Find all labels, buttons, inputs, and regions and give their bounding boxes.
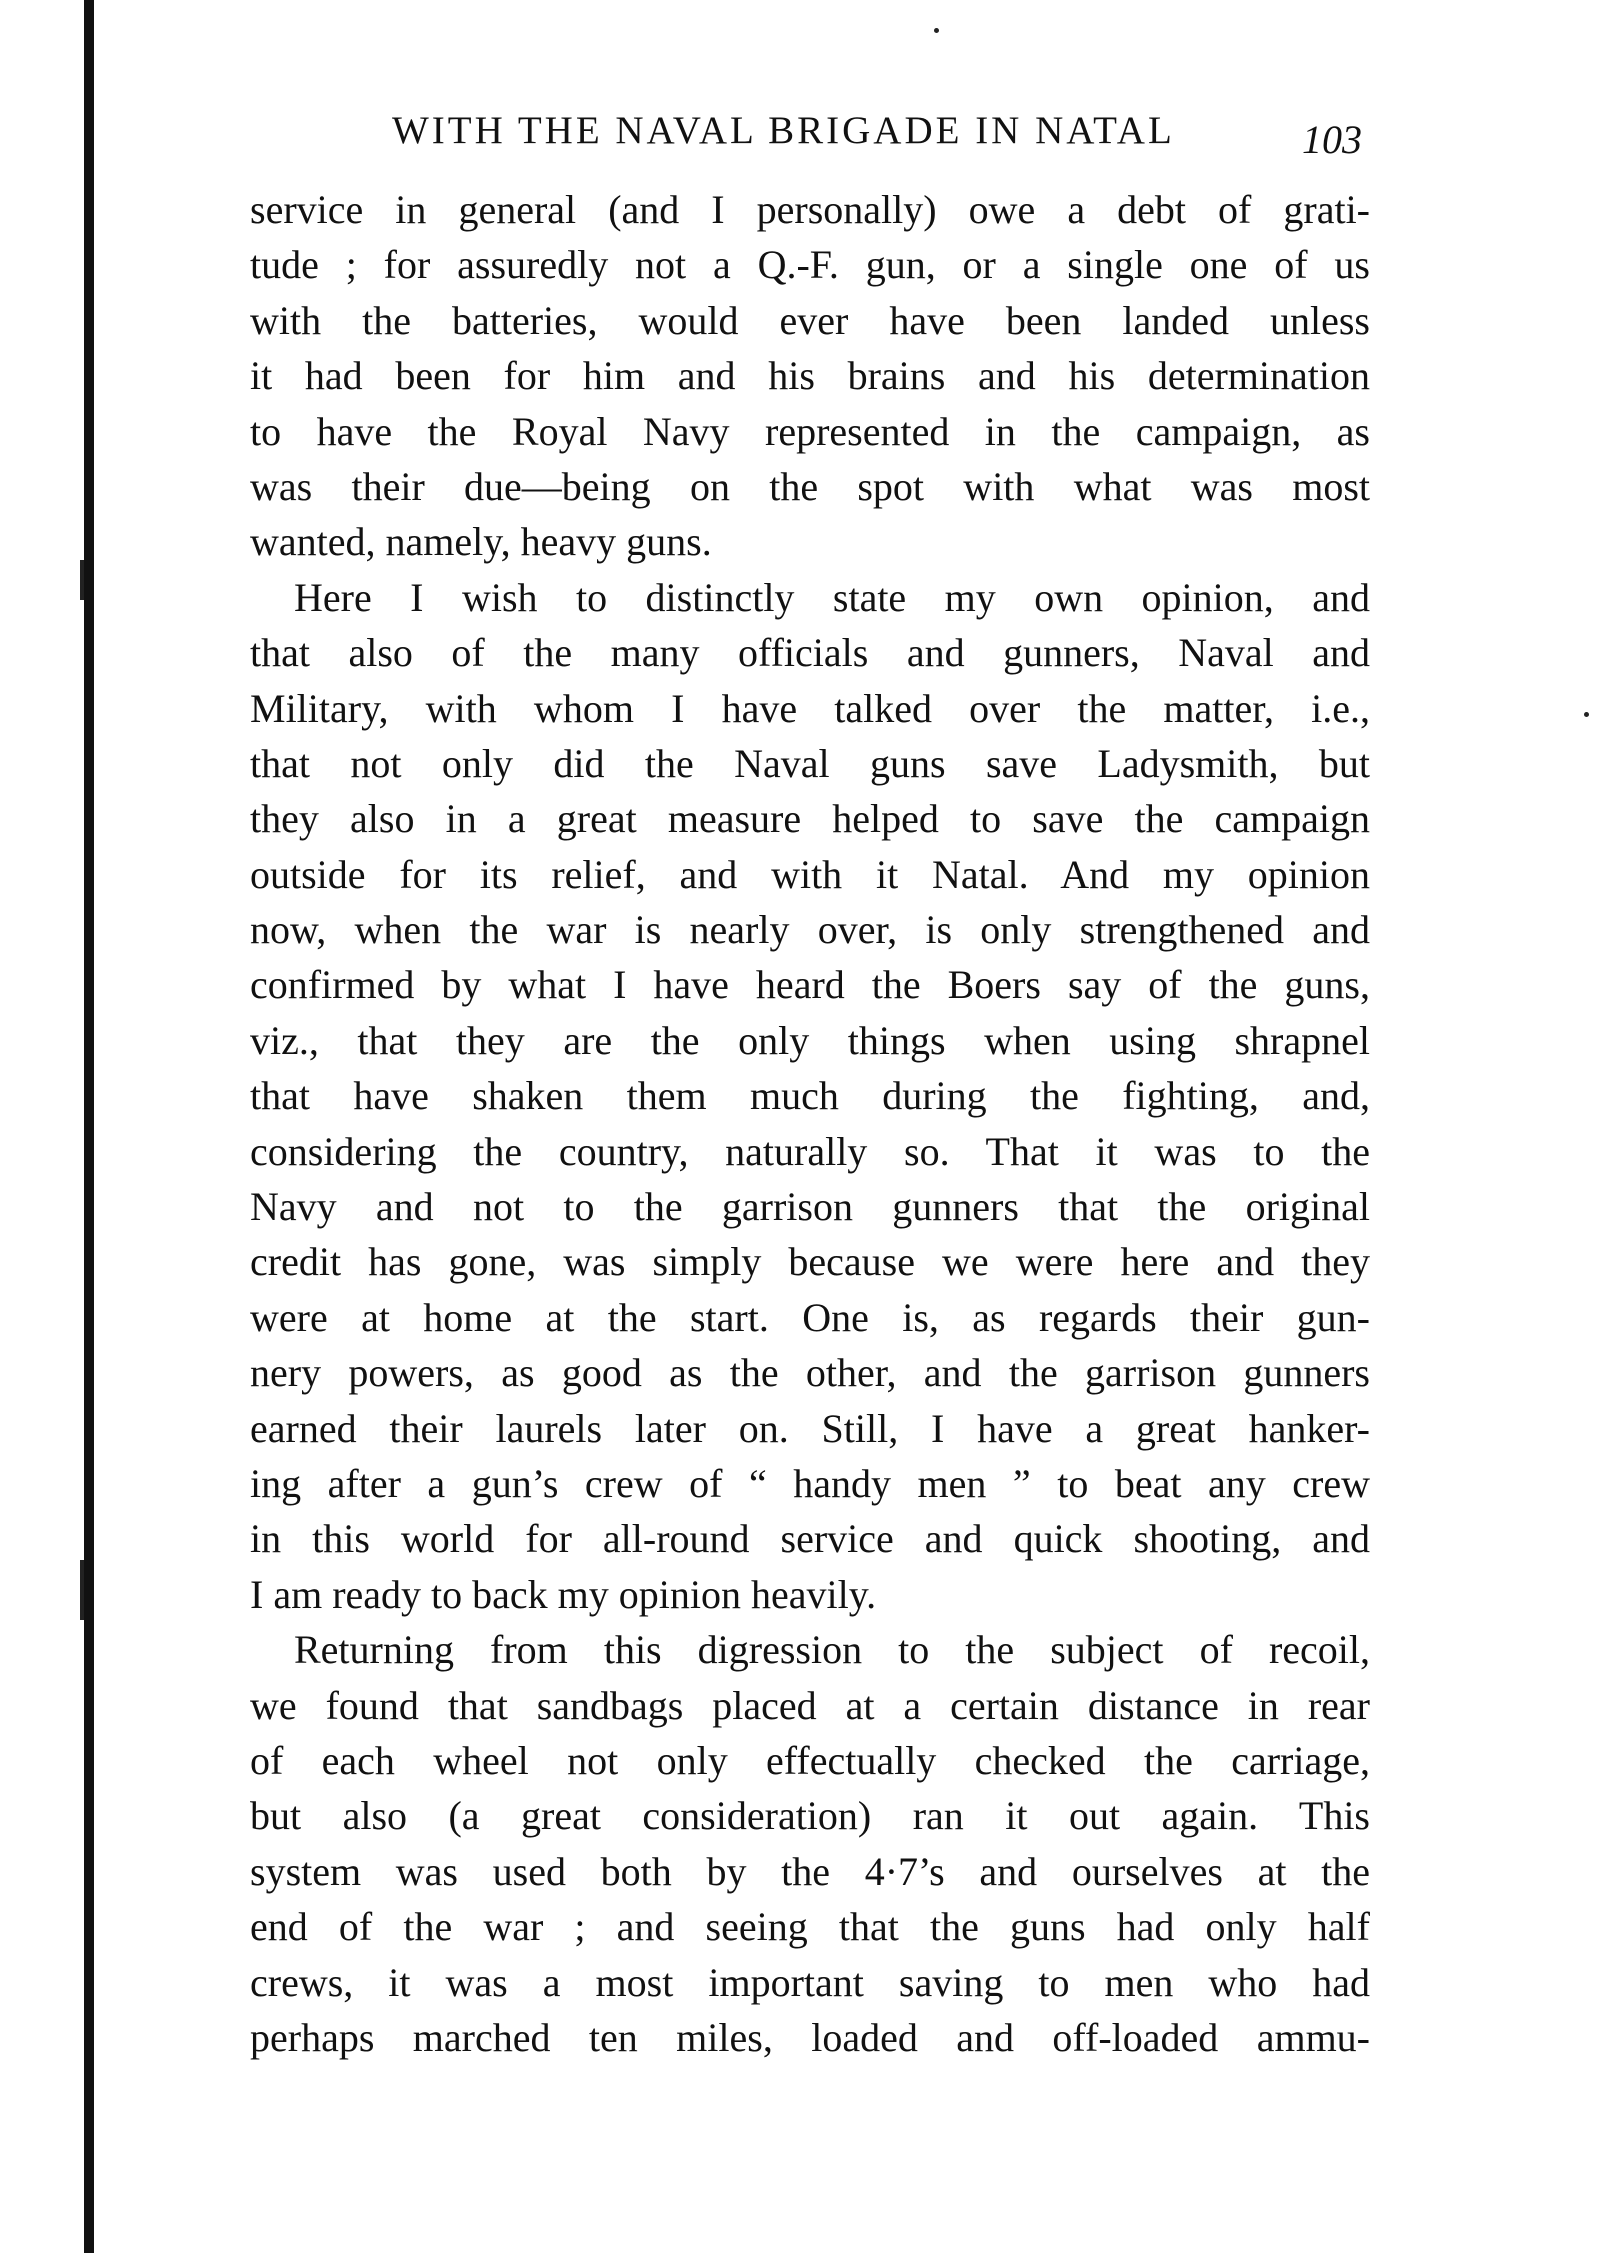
text-line: considering the country, naturally so. That it was to the: [250, 1128, 1370, 1174]
text-line: I am ready to back my opinion heavily.: [250, 1571, 877, 1617]
text-line: outside for its relief, and with it Natal. And my opinion: [250, 851, 1370, 897]
text-line: tude ; for assuredly not a Q.-F. gun, or a single one of us: [250, 242, 1370, 288]
text-line: nery powers, as good as the other, and the garrison gunners: [250, 1350, 1370, 1396]
text-line: confirmed by what I have heard the Boers say of the guns,: [250, 962, 1370, 1008]
running-head: [250, 108, 1370, 168]
text-line: end of the war ; and seeing that the guns had only half: [250, 1904, 1370, 1950]
text-line: crews, it was a most important saving to men who had: [250, 1959, 1370, 2005]
binding-mark: [80, 1560, 84, 1620]
scan-speck: [1584, 712, 1589, 717]
text-line: that also of the many officials and gunners, Naval and: [250, 630, 1370, 676]
text-line: wanted, namely, heavy guns.: [250, 519, 712, 565]
text-line: perhaps marched ten miles, loaded and off-loaded ammu-: [250, 2014, 1370, 2060]
text-line: of each wheel not only effectually checked the carriage,: [250, 1737, 1370, 1783]
text-line: that have shaken them much during the fighting, and,: [250, 1073, 1370, 1119]
text-line: but also (a great consideration) ran it out again. This: [250, 1793, 1370, 1839]
text-line: viz., that they are the only things when using shrapnel: [250, 1017, 1370, 1063]
page-binding-edge: [84, 0, 94, 2253]
text-line: Here I wish to distinctly state my own opinion, and: [294, 574, 1370, 620]
text-line: it had been for him and his brains and his determination: [250, 353, 1370, 399]
text-line: ing after a gun’s crew of “ handy men ” to beat any crew: [250, 1460, 1370, 1506]
text-line: in this world for all-round service and quick shooting, and: [250, 1516, 1370, 1562]
text-line: we found that sandbags placed at a certain distance in rear: [250, 1682, 1370, 1728]
text-line: Military, with whom I have talked over the matter, i.e.,: [250, 685, 1370, 731]
text-line: service in general (and I personally) owe a debt of grati-: [250, 187, 1370, 232]
text-line: to have the Royal Navy represented in the campaign, as: [250, 408, 1370, 454]
text-line: they also in a great measure helped to save the campaign: [250, 796, 1370, 842]
text-line: that not only did the Naval guns save Ladysmith, but: [250, 740, 1370, 786]
body-text: [250, 182, 1370, 2065]
text-line: Navy and not to the garrison gunners that the original: [250, 1184, 1370, 1230]
text-line: was their due—being on the spot with what was most: [250, 463, 1370, 509]
scan-speck: [934, 28, 939, 33]
text-line: system was used both by the 4·7’s and ourselves at the: [250, 1848, 1370, 1894]
text-line: now, when the war is nearly over, is only strengthened and: [250, 907, 1370, 953]
running-head-title: WITH THE NAVAL BRIGADE IN NATAL: [392, 109, 1175, 152]
text-line: credit has gone, was simply because we were here and they: [250, 1239, 1370, 1285]
text-line: Returning from this digression to the subject of recoil,: [294, 1627, 1370, 1673]
text-line: were at home at the start. One is, as regards their gun-: [250, 1294, 1370, 1340]
text-line: earned their laurels later on. Still, I have a great hanker-: [250, 1405, 1370, 1451]
text-line: with the batteries, would ever have been landed unless: [250, 297, 1370, 343]
binding-mark: [80, 560, 84, 600]
page-number: 103: [1302, 117, 1362, 162]
